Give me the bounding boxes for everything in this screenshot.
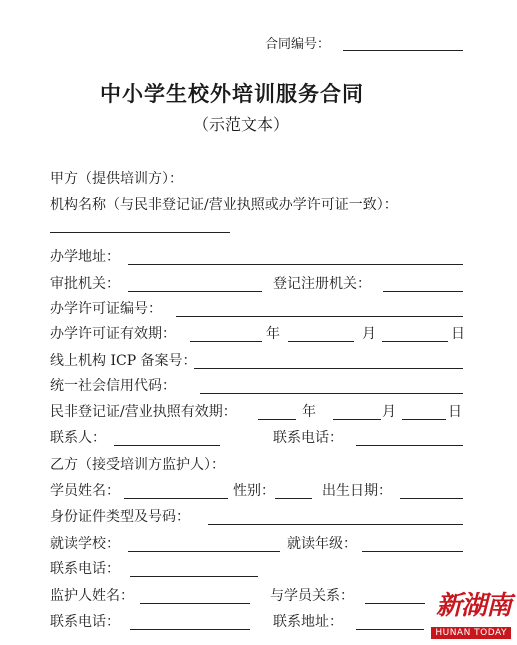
contract-no-label: 合同编号：: [265, 37, 331, 52]
license-valid-year-field[interactable]: [190, 341, 262, 342]
credit-code-field[interactable]: [200, 393, 463, 394]
icp-field[interactable]: [194, 368, 463, 369]
student-name-field[interactable]: [124, 498, 228, 499]
business-valid-day-unit: 日: [448, 404, 462, 420]
document-subtitle: （示范文本）: [193, 115, 290, 134]
logo-subtitle: HUNAN TODAY: [431, 627, 511, 639]
phone-field[interactable]: [356, 445, 463, 446]
approval-authority-label: 审批机关：: [50, 276, 120, 292]
registration-authority-label: 登记注册机关：: [273, 276, 371, 292]
contact-address-label: 联系地址：: [273, 614, 343, 630]
contract-no-field[interactable]: [343, 50, 463, 51]
birth-date-label: 出生日期：: [322, 483, 392, 499]
license-no-field[interactable]: [176, 316, 463, 317]
approval-authority-field[interactable]: [128, 291, 262, 292]
license-no-label: 办学许可证编号：: [50, 301, 162, 317]
student-phone-label: 联系电话：: [50, 561, 120, 577]
party-a-heading: 甲方（提供培训方）：: [50, 171, 183, 187]
license-valid-year-unit: 年: [266, 326, 280, 342]
id-type-label: 身份证件类型及号码：: [50, 509, 190, 525]
phone-label: 联系电话：: [273, 430, 343, 446]
license-valid-day-field[interactable]: [382, 341, 448, 342]
guardian-phone-field[interactable]: [130, 629, 250, 630]
school-field[interactable]: [128, 551, 280, 552]
contact-field[interactable]: [114, 445, 220, 446]
student-name-label: 学员姓名：: [50, 483, 120, 499]
document-title: 中小学生校外培训服务合同: [100, 81, 364, 106]
guardian-name-label: 监护人姓名：: [50, 588, 134, 604]
relation-label: 与学员关系：: [270, 588, 354, 604]
gender-field[interactable]: [275, 498, 312, 499]
school-label: 就读学校：: [50, 536, 120, 552]
hunan-today-logo: [431, 592, 511, 639]
address-label: 办学地址：: [50, 249, 120, 265]
grade-label: 就读年级：: [287, 536, 357, 552]
business-valid-label: 民非登记证/营业执照有效期：: [50, 404, 237, 420]
icp-label: 线上机构 ICP 备案号：: [50, 353, 197, 369]
business-valid-day-field[interactable]: [402, 419, 446, 420]
license-valid-day-unit: 日: [451, 326, 465, 342]
license-valid-month-unit: 月: [362, 326, 376, 342]
relation-field[interactable]: [365, 603, 425, 604]
registration-authority-field[interactable]: [383, 291, 463, 292]
gender-label: 性别：: [233, 483, 275, 499]
license-valid-label: 办学许可证有效期：: [50, 326, 176, 342]
credit-code-label: 统一社会信用代码：: [50, 378, 176, 394]
contact-label: 联系人：: [50, 430, 106, 446]
contact-address-field[interactable]: [356, 629, 424, 630]
org-name-label: 机构名称（与民非登记证/营业执照或办学许可证一致）：: [50, 197, 398, 213]
guardian-phone-label: 联系电话：: [50, 614, 120, 630]
org-name-field[interactable]: [50, 232, 230, 233]
business-valid-year-unit: 年: [302, 404, 316, 420]
guardian-name-field[interactable]: [140, 603, 250, 604]
student-phone-field[interactable]: [130, 576, 258, 577]
business-valid-month-unit: 月: [382, 404, 396, 420]
license-valid-month-field[interactable]: [288, 341, 354, 342]
grade-field[interactable]: [362, 551, 463, 552]
business-valid-month-field[interactable]: [333, 419, 381, 420]
logo-mark-text: 新湖南: [435, 591, 511, 621]
id-type-field[interactable]: [208, 524, 463, 525]
business-valid-year-field[interactable]: [258, 419, 296, 420]
address-field[interactable]: [128, 264, 463, 265]
birth-date-field[interactable]: [400, 498, 463, 499]
party-b-heading: 乙方（接受培训方监护人）：: [50, 457, 225, 473]
